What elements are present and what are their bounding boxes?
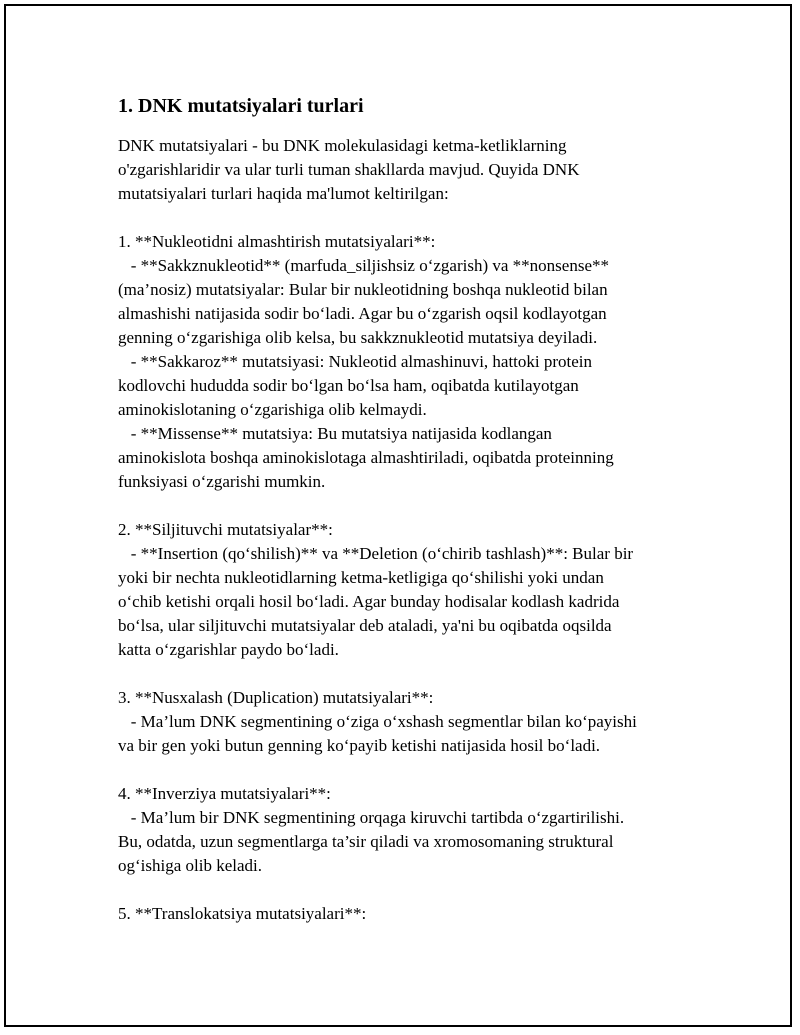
section-line: - **Sakkznukleotid** (marfuda_siljishsiz o‘zgarish) va **nonsense** <box>118 256 610 275</box>
section-line: almashishi natijasida sodir bo‘ladi. Agar bu o‘zgarish oqsil kodlayotgan <box>118 304 607 323</box>
section-line: og‘ishiga olib keladi. <box>118 856 263 875</box>
section-line: aminokislotaning o‘zgarishiga olib kelmaydi. <box>118 400 427 419</box>
section-line: - **Missense** mutatsiya: Bu mutatsiya natijasida kodlangan <box>118 424 552 443</box>
section-inversion <box>118 782 698 878</box>
paragraph-spacer <box>118 662 698 686</box>
section-line: genning o‘zgarishiga olib kelsa, bu sakkznukleotid mutatsiya deyiladi. <box>118 328 598 347</box>
section-line: kodlovchi hududda sodir bo‘lgan bo‘lsa ham, oqibatda kutilayotgan <box>118 376 579 395</box>
section-substitution <box>118 230 698 494</box>
intro-line: o'zgarishlaridir va ular turli tuman shakllarda mavjud. Quyida DNK <box>118 160 580 179</box>
section-line: yoki bir nechta nukleotidlarning ketma-ketligiga qo‘shilishi yoki undan <box>118 568 604 587</box>
section-duplication <box>118 686 698 758</box>
document-title: 1. DNK mutatsiyalari turlari <box>118 95 364 117</box>
section-translocation <box>118 902 698 926</box>
paragraph-spacer <box>118 206 698 230</box>
section-line: - **Insertion (qo‘shilish)** va **Deletion (o‘chirib tashlash)**: Bular bir <box>118 544 634 563</box>
section-line: (ma’nosiz) mutatsiyalar: Bular bir nukleotidning boshqa nukleotid bilan <box>118 280 608 299</box>
paragraph-spacer <box>118 878 698 902</box>
section-frameshift <box>118 518 698 662</box>
intro-paragraph <box>118 134 698 206</box>
intro-line: DNK mutatsiyalari - bu DNK molekulasidagi ketma-ketliklarning <box>118 136 567 155</box>
section-line: o‘chib ketishi orqali hosil bo‘ladi. Agar bunday hodisalar kodlash kadrida <box>118 592 620 611</box>
intro-line: mutatsiyalari turlari haqida ma'lumot keltirilgan: <box>118 184 449 203</box>
section-line: bo‘lsa, ular siljituvchi mutatsiyalar deb ataladi, ya'ni bu oqibatda oqsilda <box>118 616 612 635</box>
section-heading: 2. **Siljituvchi mutatsiyalar**: <box>118 520 333 539</box>
document-body <box>118 92 698 926</box>
section-heading: 5. **Translokatsiya mutatsiyalari**: <box>118 904 367 923</box>
section-heading: 1. **Nukleotidni almashtirish mutatsiyalari**: <box>118 232 436 251</box>
section-heading: 3. **Nusxalash (Duplication) mutatsiyalari**: <box>118 688 434 707</box>
section-heading: 4. **Inverziya mutatsiyalari**: <box>118 784 331 803</box>
paragraph-spacer <box>118 758 698 782</box>
section-line: - Ma’lum bir DNK segmentining orqaga kiruvchi tartibda o‘zgartirilishi. <box>118 808 625 827</box>
section-line: - **Sakkaroz** mutatsiyasi: Nukleotid almashinuvi, hattoki protein <box>118 352 593 371</box>
section-line: va bir gen yoki butun genning ko‘payib ketishi natijasida hosil bo‘ladi. <box>118 736 601 755</box>
section-line: funksiyasi o‘zgarishi mumkin. <box>118 472 326 491</box>
section-line: Bu, odatda, uzun segmentlarga ta’sir qiladi va xromosomaning struktural <box>118 832 614 851</box>
paragraph-spacer <box>118 494 698 518</box>
section-line: - Ma’lum DNK segmentining o‘ziga o‘xshash segmentlar bilan ko‘payishi <box>118 712 637 731</box>
section-line: aminokislota boshqa aminokislotaga almashtiriladi, oqibatda proteinning <box>118 448 614 467</box>
section-line: katta o‘zgarishlar paydo bo‘ladi. <box>118 640 339 659</box>
